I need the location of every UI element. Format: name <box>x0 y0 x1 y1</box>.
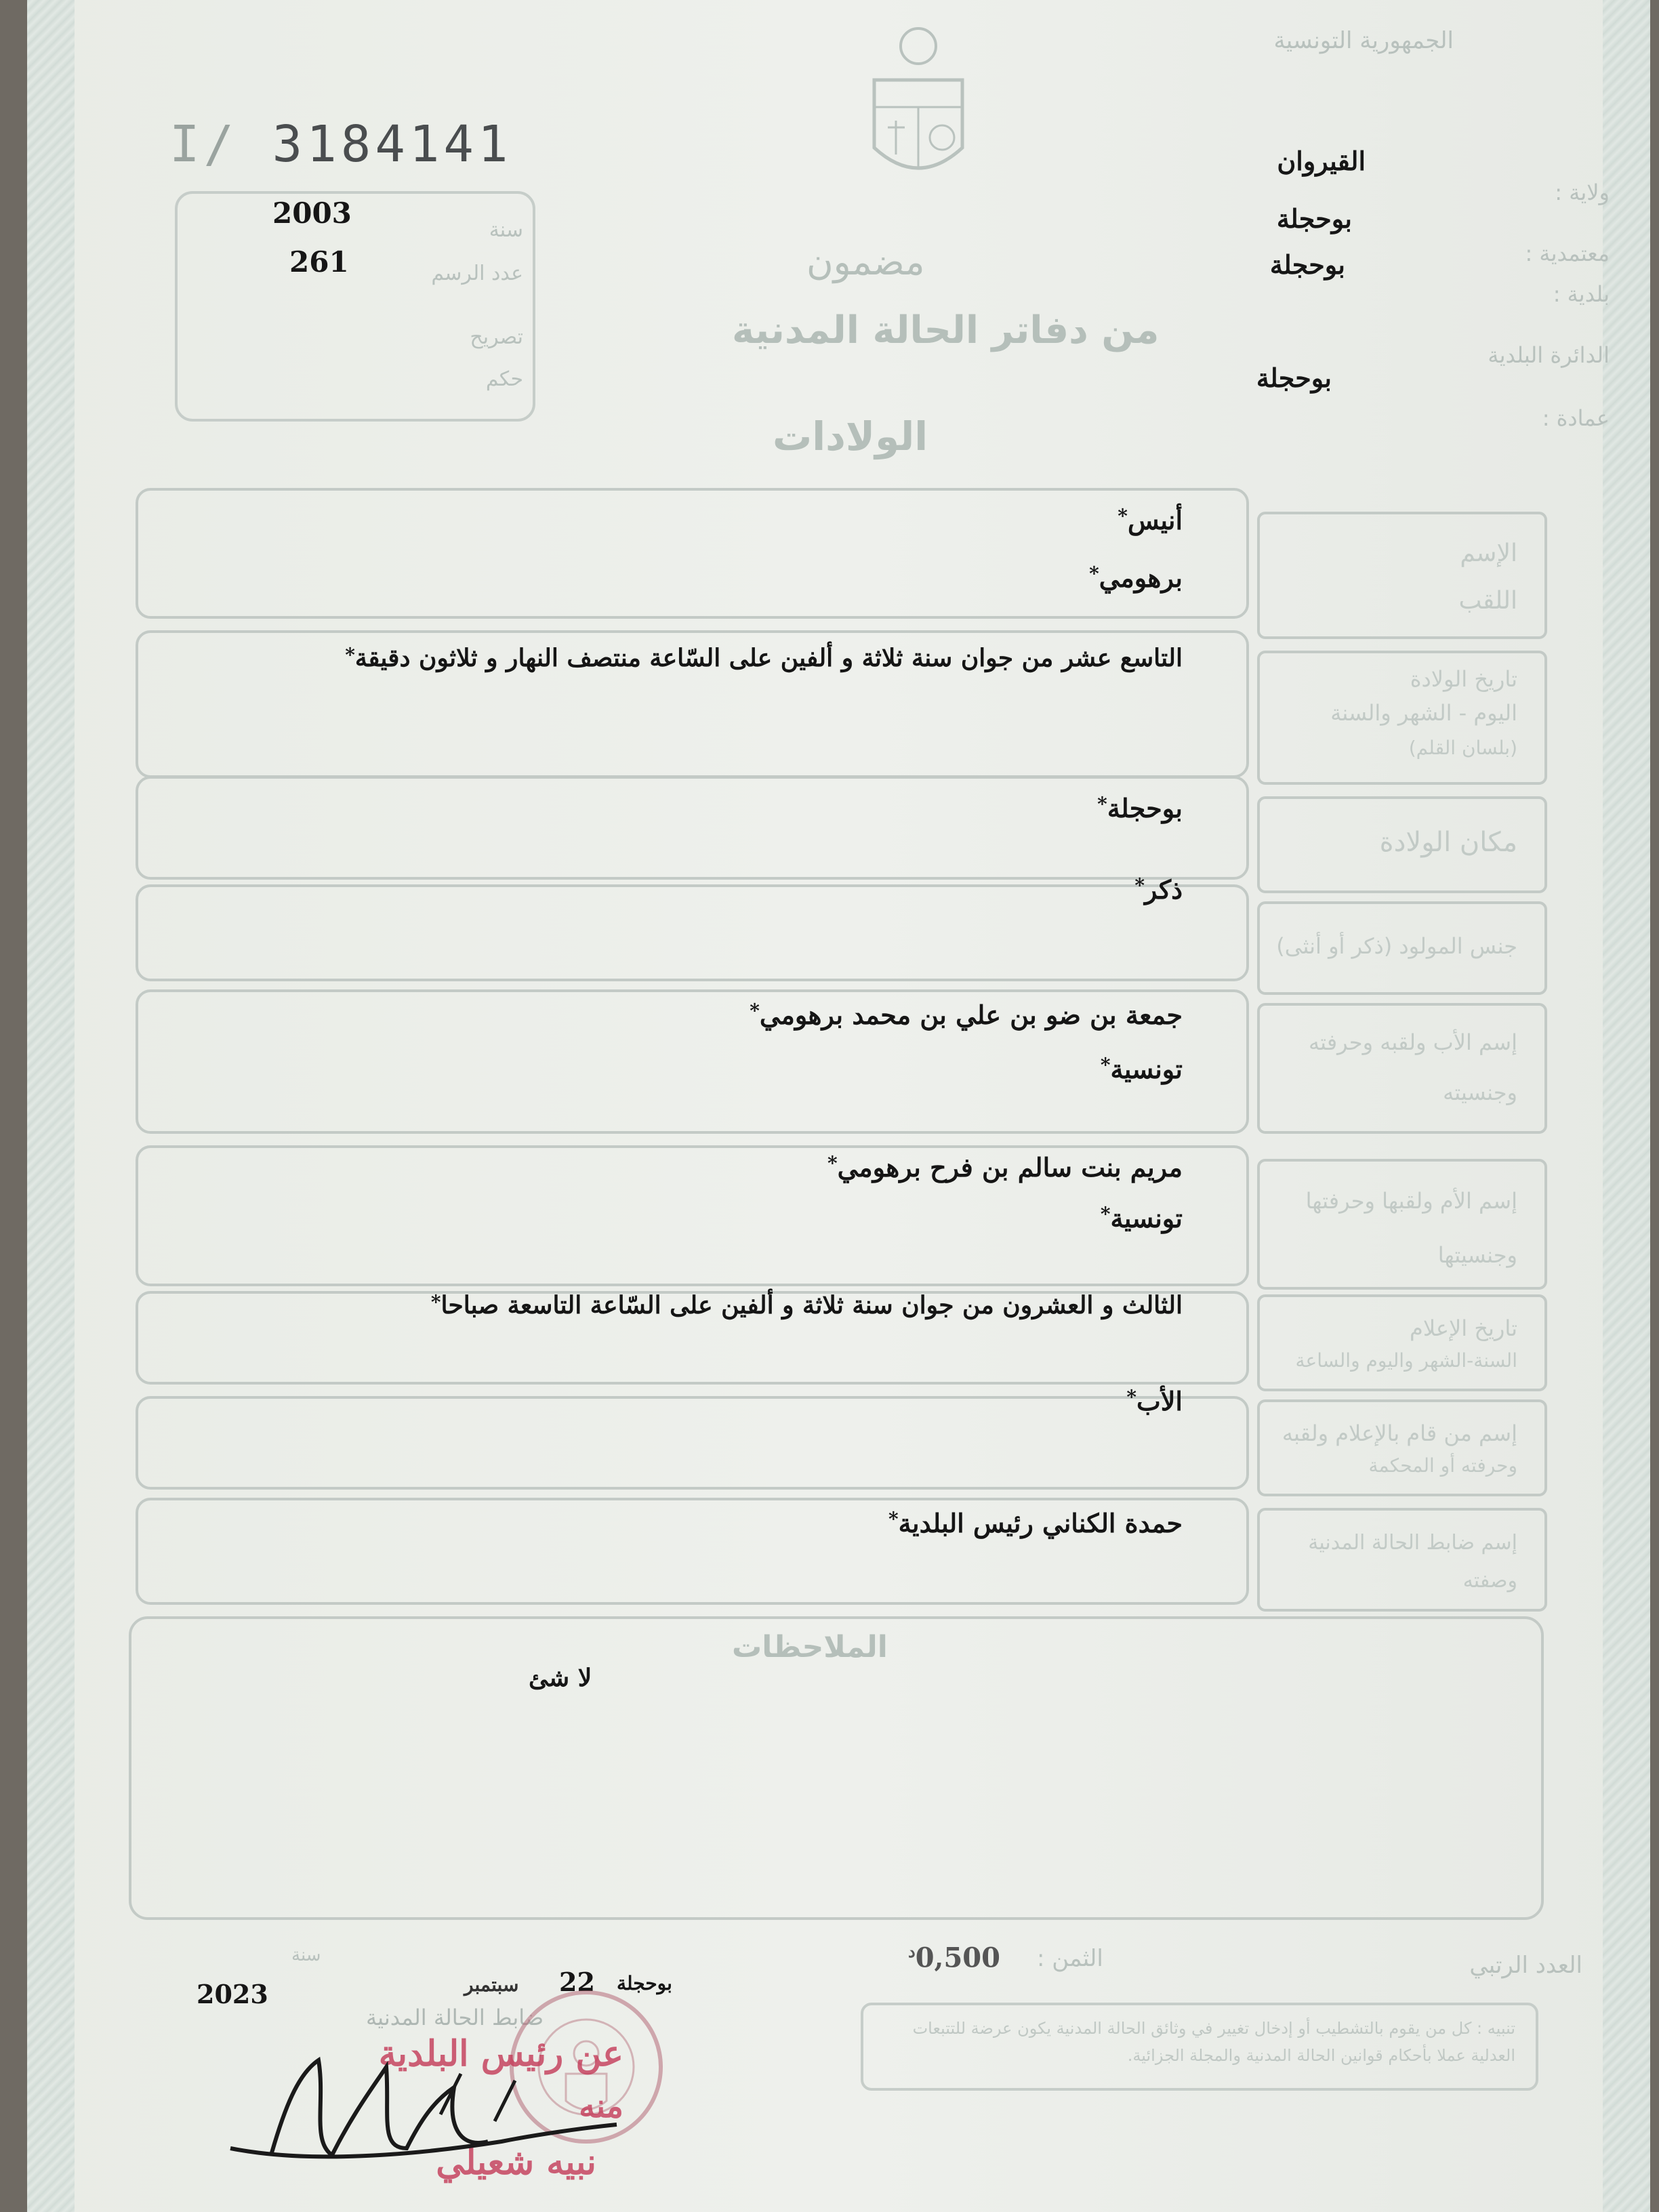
row-name-label-box <box>1257 512 1547 639</box>
serial-number <box>169 115 512 173</box>
issue-place: بوحجلة <box>617 1972 672 1994</box>
serial-prefix: I/ <box>169 115 239 173</box>
price-amount: 0,500 <box>915 1942 1000 1974</box>
first-name <box>1118 505 1183 535</box>
record-label-declaration: تصريح <box>470 325 523 349</box>
record-label-judgment: حكم <box>485 367 523 391</box>
legal-notice: تنبيه : كل من يقوم بالتشطيب أو إدخال تغيير في وثائق الحالة المدنية يكون عرضة للتتبعات العدلية عملا بأحكام قوانين الحالة المدنية والمجلة الجزائية. <box>861 2003 1538 2091</box>
row-declarant-label-box <box>1257 1399 1547 1496</box>
delegation-label: معتمدية : <box>1525 241 1610 266</box>
star-mark: * <box>750 1000 760 1022</box>
record-act-number: 261 <box>289 245 349 279</box>
surname-label: اللقب <box>1458 587 1517 615</box>
birthplace-label: مكان الولادة <box>1379 827 1517 858</box>
birthdate-label: تاريخ الولادة <box>1410 666 1517 692</box>
civil-officer-label: ضابط الحالة المدنية <box>366 2005 544 2030</box>
mother-sublabel: وجنسيتها <box>1437 1242 1517 1268</box>
row-birthplace-value-box <box>136 776 1249 880</box>
stamp-line-3: نبيه شعيلي <box>436 2142 596 2183</box>
star-mark: * <box>430 1291 441 1313</box>
row-birthdate-label-box <box>1257 651 1547 785</box>
birthdate-sublabel: اليوم - الشهر والسنة <box>1330 700 1517 726</box>
star-mark: * <box>888 1508 899 1530</box>
stamp-line-2: منه <box>579 2087 623 2125</box>
surname-text: برهومي <box>1099 562 1183 593</box>
row-declaration-label-box <box>1257 1294 1547 1391</box>
serial-value: 3184141 <box>272 115 512 173</box>
officer-text: حمدة الكناني رئيس البلدية <box>898 1508 1183 1538</box>
wilaya-label: ولاية : <box>1555 180 1610 205</box>
record-label-year: سنة <box>489 218 523 242</box>
sector-label: عمادة : <box>1542 405 1610 431</box>
price-unit: د <box>908 1942 916 1961</box>
coat-of-arms-icon <box>861 19 976 195</box>
star-mark: * <box>1134 874 1145 897</box>
row-officer-label-box <box>1257 1508 1547 1612</box>
district-value: بوحجلة <box>1256 363 1332 393</box>
mother-label: إسم الأم ولقبها وحرفتها <box>1305 1188 1517 1214</box>
star-mark: * <box>1097 793 1107 815</box>
name-label: الإسم <box>1460 539 1517 567</box>
year-label: سنة <box>291 1945 321 1965</box>
birth-date-text: التاسع عشر من جوان سنة ثلاثة و ألفين على السّاعة منتصف النهار و ثلاثون دقيقة <box>354 644 1183 672</box>
declarant-sublabel: وحرفته أو المحكمة <box>1368 1454 1517 1477</box>
row-name-value-box <box>136 488 1249 619</box>
issue-day: 22 <box>559 1967 595 1997</box>
star-mark: * <box>345 644 355 666</box>
left-border-pattern <box>27 0 75 2212</box>
row-declarant-value-box <box>136 1396 1249 1490</box>
declaration-label: تاريخ الإعلام <box>1410 1315 1517 1341</box>
title-line2: من دفاتر الحالة المدنية <box>732 308 1160 352</box>
price-label: الثمن : <box>1037 1945 1103 1972</box>
remarks-label: الملاحظات <box>732 1630 888 1664</box>
row-sex-label-box <box>1257 901 1547 995</box>
issue-month: سبتمبر <box>464 1973 519 1996</box>
surname <box>1089 562 1183 593</box>
declarant <box>1126 1386 1183 1416</box>
sex <box>1134 874 1183 905</box>
republic-label: الجمهورية التونسية <box>1273 27 1454 54</box>
star-mark: * <box>1100 1203 1111 1225</box>
declaration-date-text: الثالث و العشرون من جوان سنة ثلاثة و ألفين على السّاعة التاسعة صباحا <box>441 1291 1183 1319</box>
birth-place-text: بوحجلة <box>1107 793 1183 823</box>
star-mark: * <box>1100 1054 1111 1076</box>
delegation-value: بوحجلة <box>1276 203 1352 234</box>
officer <box>888 1508 1183 1538</box>
father-name <box>750 1000 1183 1030</box>
father-name-text: جمعة بن ضو بن علي بن محمد برهومي <box>759 1000 1183 1030</box>
municipality-label: بلدية : <box>1553 281 1610 307</box>
mother-nationality-text: تونسية <box>1110 1203 1183 1233</box>
star-mark: * <box>1118 505 1128 527</box>
mother-nationality <box>1101 1203 1183 1233</box>
price-value <box>908 1942 1000 1973</box>
declarant-text: الأب <box>1136 1386 1183 1416</box>
father-nationality-text: تونسية <box>1110 1054 1183 1084</box>
birth-place <box>1097 793 1183 823</box>
district-label: الدائرة البلدية <box>1488 342 1610 368</box>
signature-icon <box>217 2047 623 2182</box>
birth-date <box>345 644 1183 672</box>
municipality-value: بوحجلة <box>1269 249 1345 280</box>
officer-sublabel: وصفته <box>1462 1569 1517 1593</box>
title-line1: مضمون <box>806 241 925 283</box>
star-mark: * <box>1089 562 1099 585</box>
star-mark: * <box>1126 1386 1136 1408</box>
right-border-pattern <box>1603 0 1650 2212</box>
stamp-line-1: عن رئيس البلدية <box>378 2033 623 2074</box>
issue-year: 2023 <box>197 1979 268 2009</box>
record-year: 2003 <box>272 197 352 230</box>
birthdate-note: (بلسان القلم) <box>1408 737 1517 759</box>
row-sex-value-box <box>136 884 1249 981</box>
father-sublabel: وجنسيته <box>1443 1080 1517 1105</box>
registry-number-label: العدد الرتبي <box>1469 1952 1582 1979</box>
row-father-label-box <box>1257 1003 1547 1134</box>
remarks-value: لا شئ <box>529 1664 592 1692</box>
section-title: الولادات <box>773 413 928 459</box>
father-label: إسم الأب ولقبه وحرفته <box>1309 1029 1517 1055</box>
sex-text: ذكر <box>1145 874 1183 905</box>
mother-name-text: مريم بنت سالم بن فرح برهومي <box>837 1152 1183 1183</box>
declarant-label: إسم من قام بالإعلام ولقبه <box>1282 1420 1517 1446</box>
record-box <box>175 191 535 422</box>
birth-certificate <box>27 0 1650 2212</box>
officer-label: إسم ضابط الحالة المدنية <box>1308 1531 1517 1555</box>
row-birthplace-label-box <box>1257 796 1547 893</box>
sex-label: جنس المولود (ذكر أو أنثى) <box>1276 933 1517 959</box>
first-name-text: أنيس <box>1127 505 1183 535</box>
record-label-act-number: عدد الرسم <box>431 262 523 285</box>
declaration-date <box>431 1291 1183 1319</box>
declaration-sublabel: السنة-الشهر واليوم والساعة <box>1295 1349 1517 1372</box>
father-nationality <box>1101 1054 1183 1084</box>
mother-name <box>827 1152 1183 1183</box>
row-mother-label-box <box>1257 1159 1547 1290</box>
wilaya-value: القيروان <box>1277 146 1366 176</box>
star-mark: * <box>827 1152 838 1174</box>
